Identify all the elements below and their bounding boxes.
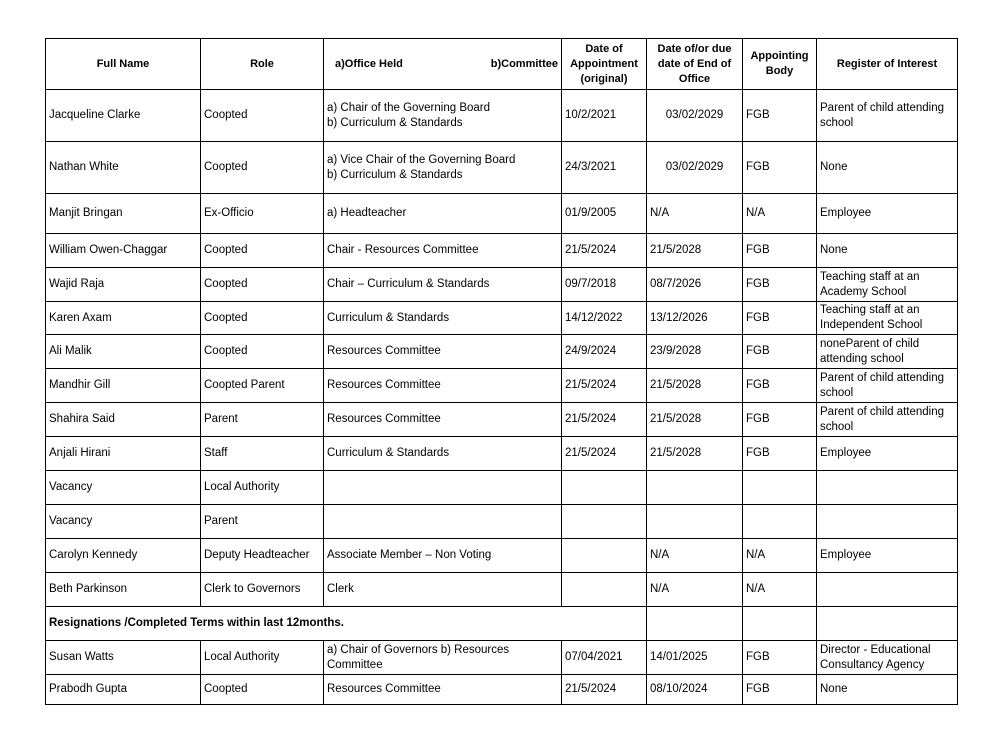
cell-office-committee-line: Curriculum & Standards <box>327 447 450 459</box>
cell-appointing-body: FGB <box>743 302 817 335</box>
cell-date-appointment: 01/9/2005 <box>562 194 647 234</box>
cell-register-of-interest-line: Academy School <box>820 285 907 298</box>
table-row <box>46 90 958 142</box>
table-row <box>46 471 958 505</box>
cell-date-end: 03/02/2029 <box>647 142 743 194</box>
cell-office-committee-line: Chair – Curriculum & Standards <box>327 278 490 290</box>
cell-register-of-interest-line: attending school <box>820 352 904 365</box>
cell-date-end: N/A <box>647 194 743 234</box>
cell-appointing-body: FGB <box>743 90 817 142</box>
cell-role: Clerk to Governors <box>201 573 324 607</box>
cell-office-committee <box>324 335 562 369</box>
cell-register-of-interest <box>817 234 958 268</box>
cell-appointing-body: FGB <box>743 369 817 403</box>
cell-date-end: N/A <box>647 539 743 573</box>
cell-appointing-body <box>743 471 817 505</box>
cell-date-appointment <box>562 539 647 573</box>
cell-date-appointment <box>562 505 647 539</box>
cell-register-of-interest-line: Parent of child attending <box>820 101 945 114</box>
cell-date-appointment: 09/7/2018 <box>562 268 647 302</box>
cell-register-of-interest-line: Director - Educational <box>820 643 931 656</box>
cell-date-end: 21/5/2028 <box>647 437 743 471</box>
cell-date-appointment: 07/04/2021 <box>562 641 647 675</box>
cell-appointing-body: FGB <box>743 641 817 675</box>
cell-register-of-interest-line: None <box>820 161 848 173</box>
cell-date-appointment: 21/5/2024 <box>562 234 647 268</box>
cell-office-committee <box>324 505 562 539</box>
table-row <box>46 437 958 471</box>
cell-register-of-interest-line: Employee <box>820 447 872 459</box>
cell-role: Coopted <box>201 234 324 268</box>
cell-office-committee <box>324 573 562 607</box>
cell-register-of-interest-line: school <box>820 420 854 433</box>
cell-office-committee <box>324 142 562 194</box>
cell-appointing-body: FGB <box>743 675 817 705</box>
cell-role: Staff <box>201 437 324 471</box>
cell-office-committee-line: a) Headteacher <box>327 207 407 219</box>
cell-date-appointment: 14/12/2022 <box>562 302 647 335</box>
cell-office-committee-line: Clerk <box>327 583 354 595</box>
table-row <box>46 505 958 539</box>
cell-register-of-interest-line: Employee <box>820 207 872 219</box>
cell-appointing-body <box>743 505 817 539</box>
table-row <box>46 403 958 437</box>
header-office-held: a)Office Held <box>335 57 403 70</box>
cell-appointing-body: FGB <box>743 142 817 194</box>
table-row <box>46 268 958 302</box>
cell-role: Local Authority <box>201 471 324 505</box>
header-row <box>46 39 958 90</box>
cell-appointing-body: FGB <box>743 234 817 268</box>
section-empty-cell <box>647 607 743 641</box>
cell-register-of-interest-line: school <box>820 386 854 399</box>
cell-appointing-body: N/A <box>743 573 817 607</box>
cell-office-committee-line: a) Vice Chair of the Governing Board <box>327 153 516 166</box>
cell-appointing-body: FGB <box>743 335 817 369</box>
cell-office-committee-line: a) Chair of the Governing Board <box>327 101 491 114</box>
cell-register-of-interest-line: Teaching staff at an <box>820 270 920 283</box>
cell-register-of-interest-line: None <box>820 683 848 695</box>
cell-office-committee-line: Resources Committee <box>327 683 441 695</box>
cell-office-committee <box>324 369 562 403</box>
cell-register-of-interest-line: Consultancy Agency <box>820 658 925 671</box>
cell-full-name: Anjali Hirani <box>46 437 201 471</box>
table-row <box>46 573 958 607</box>
cell-office-committee-line: Committee <box>327 658 383 671</box>
cell-role: Parent <box>201 403 324 437</box>
cell-appointing-body: FGB <box>743 437 817 471</box>
cell-office-committee-line: Chair - Resources Committee <box>327 244 479 256</box>
cell-date-end: 08/7/2026 <box>647 268 743 302</box>
cell-office-committee-line: Curriculum & Standards <box>327 311 450 324</box>
cell-date-appointment: 24/9/2024 <box>562 335 647 369</box>
cell-office-committee <box>324 234 562 268</box>
cell-office-committee-line: Resources Committee <box>327 413 441 425</box>
table-body <box>46 90 958 705</box>
cell-office-committee-line: Resources Committee <box>327 379 441 391</box>
header-committee: b)Committee <box>490 57 558 70</box>
cell-office-committee-line: b) Curriculum & Standards <box>327 116 463 129</box>
cell-register-of-interest <box>817 90 958 142</box>
header-date-end: Date of/or due date of End of Office <box>647 39 743 90</box>
cell-date-appointment: 10/2/2021 <box>562 90 647 142</box>
header-full-name: Full Name <box>46 39 201 90</box>
table-row <box>46 142 958 194</box>
cell-office-committee <box>324 675 562 705</box>
cell-date-end: 14/01/2025 <box>647 641 743 675</box>
cell-office-committee-line: b) Curriculum & Standards <box>327 168 463 181</box>
cell-role: Parent <box>201 505 324 539</box>
cell-date-end: 21/5/2028 <box>647 403 743 437</box>
cell-date-end <box>647 505 743 539</box>
cell-register-of-interest <box>817 268 958 302</box>
table-row <box>46 234 958 268</box>
cell-full-name: Wajid Raja <box>46 268 201 302</box>
cell-register-of-interest <box>817 302 958 335</box>
cell-office-committee <box>324 268 562 302</box>
cell-office-committee-line: Resources Committee <box>327 345 441 357</box>
cell-date-end: 13/12/2026 <box>647 302 743 335</box>
cell-office-committee-line: Associate Member – Non Voting <box>327 549 492 561</box>
cell-full-name: Carolyn Kennedy <box>46 539 201 573</box>
cell-role: Coopted <box>201 268 324 302</box>
table-row <box>46 641 958 675</box>
cell-office-committee <box>324 302 562 335</box>
cell-full-name: Manjit Bringan <box>46 194 201 234</box>
header-appointing-body: Appointing Body <box>743 39 817 90</box>
table-row <box>46 369 958 403</box>
cell-register-of-interest-line: Employee <box>820 549 872 561</box>
cell-register-of-interest <box>817 505 958 539</box>
cell-date-appointment: 21/5/2024 <box>562 437 647 471</box>
cell-date-end: N/A <box>647 573 743 607</box>
cell-role: Coopted <box>201 675 324 705</box>
cell-full-name: Jacqueline Clarke <box>46 90 201 142</box>
section-empty-cell <box>743 607 817 641</box>
header-register-of-interest: Register of Interest <box>817 39 958 90</box>
cell-register-of-interest <box>817 675 958 705</box>
cell-date-end: 03/02/2029 <box>647 90 743 142</box>
cell-register-of-interest <box>817 539 958 573</box>
cell-register-of-interest <box>817 194 958 234</box>
header-role: Role <box>201 39 324 90</box>
cell-full-name: Ali Malik <box>46 335 201 369</box>
cell-register-of-interest <box>817 573 958 607</box>
section-title: Resignations /Completed Terms within last 12months. <box>46 607 647 641</box>
cell-full-name: Mandhir Gill <box>46 369 201 403</box>
cell-register-of-interest-line: None <box>820 244 848 256</box>
cell-role: Ex-Officio <box>201 194 324 234</box>
cell-office-committee <box>324 403 562 437</box>
cell-office-committee-line: a) Chair of Governors b) Resources <box>327 643 510 656</box>
cell-role: Deputy Headteacher <box>201 539 324 573</box>
cell-register-of-interest <box>817 142 958 194</box>
cell-office-committee <box>324 471 562 505</box>
cell-office-committee <box>324 437 562 471</box>
cell-full-name: Prabodh Gupta <box>46 675 201 705</box>
cell-full-name: Vacancy <box>46 505 201 539</box>
cell-date-appointment: 21/5/2024 <box>562 369 647 403</box>
section-empty-cell <box>817 607 958 641</box>
cell-role: Local Authority <box>201 641 324 675</box>
cell-register-of-interest <box>817 335 958 369</box>
cell-date-appointment: 21/5/2024 <box>562 403 647 437</box>
cell-office-committee <box>324 539 562 573</box>
cell-register-of-interest <box>817 471 958 505</box>
cell-date-appointment <box>562 471 647 505</box>
table-row <box>46 539 958 573</box>
cell-date-end: 23/9/2028 <box>647 335 743 369</box>
cell-date-end: 08/10/2024 <box>647 675 743 705</box>
cell-appointing-body: N/A <box>743 194 817 234</box>
cell-date-appointment <box>562 573 647 607</box>
cell-register-of-interest <box>817 437 958 471</box>
cell-full-name: Beth Parkinson <box>46 573 201 607</box>
cell-full-name: Karen Axam <box>46 302 201 335</box>
cell-appointing-body: N/A <box>743 539 817 573</box>
cell-date-end: 21/5/2028 <box>647 234 743 268</box>
table-row <box>46 335 958 369</box>
cell-register-of-interest-line: Parent of child attending <box>820 371 945 384</box>
cell-register-of-interest-line: Parent of child attending <box>820 405 945 418</box>
cell-office-committee <box>324 90 562 142</box>
cell-appointing-body: FGB <box>743 403 817 437</box>
governors-table <box>45 38 958 705</box>
cell-full-name: Nathan White <box>46 142 201 194</box>
cell-appointing-body: FGB <box>743 268 817 302</box>
cell-register-of-interest-line: Teaching staff at an <box>820 304 920 316</box>
cell-role: Coopted <box>201 90 324 142</box>
cell-register-of-interest-line: Independent School <box>820 319 923 331</box>
cell-date-appointment: 24/3/2021 <box>562 142 647 194</box>
table-row <box>46 675 958 705</box>
table-row <box>46 194 958 234</box>
cell-date-end: 21/5/2028 <box>647 369 743 403</box>
cell-role: Coopted Parent <box>201 369 324 403</box>
cell-date-end <box>647 471 743 505</box>
cell-office-committee <box>324 194 562 234</box>
cell-full-name: Shahira Said <box>46 403 201 437</box>
cell-date-appointment: 21/5/2024 <box>562 675 647 705</box>
cell-full-name: Susan Watts <box>46 641 201 675</box>
cell-register-of-interest <box>817 403 958 437</box>
cell-office-committee <box>324 641 562 675</box>
header-date-appointment: Date of Appointment (original) <box>562 39 647 90</box>
cell-register-of-interest-line: noneParent of child <box>820 337 920 350</box>
cell-register-of-interest <box>817 641 958 675</box>
cell-register-of-interest <box>817 369 958 403</box>
table-row <box>46 302 958 335</box>
section-row <box>46 607 958 641</box>
cell-register-of-interest-line: school <box>820 116 854 129</box>
cell-full-name: William Owen-Chaggar <box>46 234 201 268</box>
cell-role: Coopted <box>201 302 324 335</box>
cell-role: Coopted <box>201 335 324 369</box>
cell-role: Coopted <box>201 142 324 194</box>
header-office-committee <box>324 39 562 90</box>
cell-full-name: Vacancy <box>46 471 201 505</box>
